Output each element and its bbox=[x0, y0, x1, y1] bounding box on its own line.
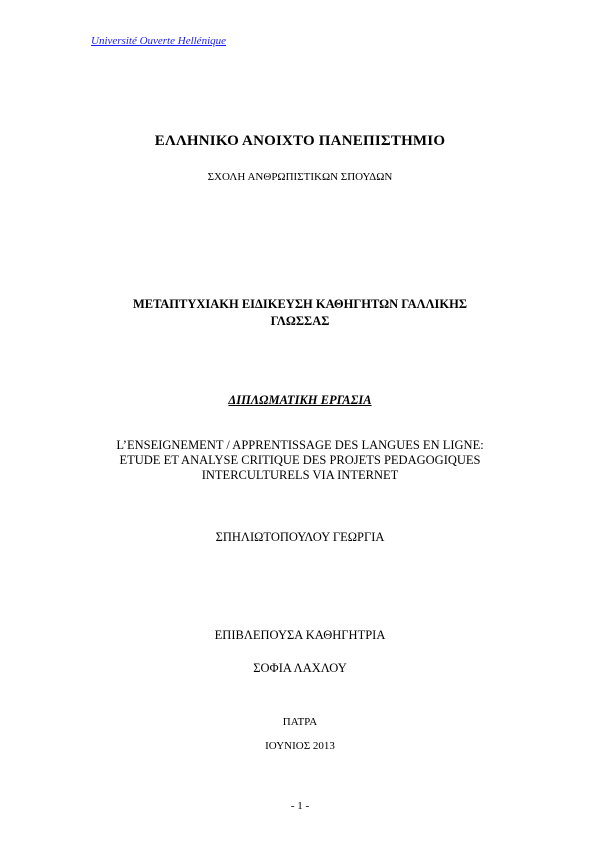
thesis-title-line: L’ENSEIGNEMENT / APPRENTISSAGE DES LANGUES EN LIGNE: bbox=[116, 438, 484, 452]
page-number: - 1 - bbox=[290, 800, 310, 812]
supervisor-label: ΕΠΙΒΛΕΠΟΥΣΑ ΚΑΘΗΓΗΤΡΙΑ bbox=[214, 628, 386, 642]
school-name: ΣΧΟΛΗ ΑΝΘΡΩΠΙΣΤΙΚΩΝ ΣΠΟΥΔΩΝ bbox=[207, 171, 393, 183]
university-header-link[interactable]: Université Ouverte Hellénique bbox=[91, 35, 227, 47]
supervisor-name: ΣΟΦΙΑ ΛΑΧΛΟΥ bbox=[253, 661, 347, 675]
date: ΙΟΥΝΙΟΣ 2013 bbox=[265, 740, 335, 752]
thesis-title-line: ETUDE ET ANALYSE CRITIQUE DES PROJETS PEDAGOGIQUES bbox=[119, 453, 481, 467]
thesis-title bbox=[0, 438, 600, 483]
program-title-line: ΓΛΩΣΣΑΣ bbox=[270, 314, 330, 328]
program-title bbox=[0, 296, 600, 330]
thesis-label: ΔΙΠΛΩΜΑΤΙΚΗ ΕΡΓΑΣΙΑ bbox=[228, 393, 372, 407]
city: ΠΑΤΡΑ bbox=[282, 716, 318, 728]
program-title-line: ΜΕΤΑΠΤΥΧΙΑΚΗ ΕΙΔΙΚΕΥΣΗ ΚΑΘΗΓΗΤΩΝ ΓΑΛΛΙΚΗΣ bbox=[132, 297, 468, 311]
university-name: ΕΛΛΗΝΙΚΟ ΑΝΟΙΧΤΟ ΠΑΝΕΠΙΣΤΗΜΙΟ bbox=[154, 133, 446, 149]
author-name: ΣΠΗΛΙΩΤΟΠΟΥΛΟΥ ΓΕΩΡΓΙΑ bbox=[215, 530, 385, 544]
thesis-title-line: INTERCULTURELS VIA INTERNET bbox=[201, 468, 399, 482]
